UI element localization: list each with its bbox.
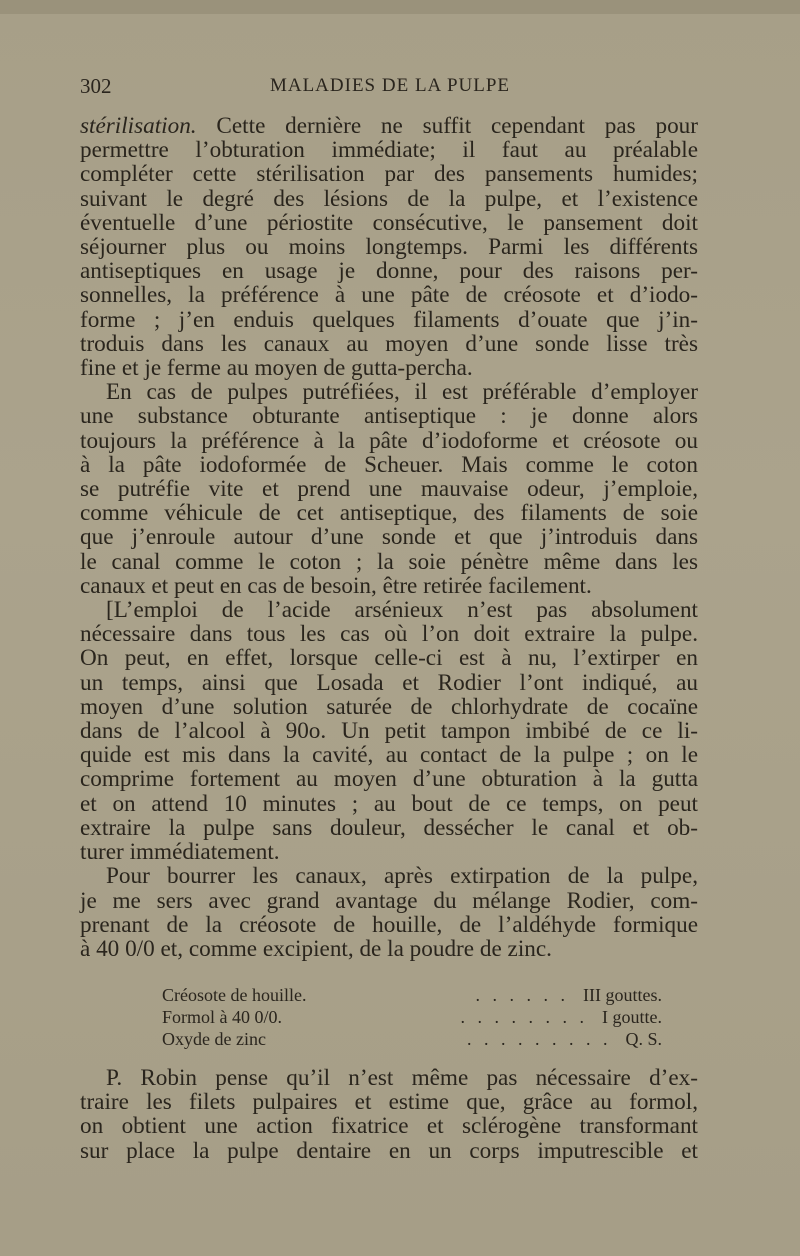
recipe-row — [162, 1006, 662, 1028]
text-line: on obtient une action fixatrice et sclérogène transformant — [80, 1113, 698, 1140]
recipe-ingredient: Oxyde de zinc — [162, 1029, 266, 1049]
text-line: séjourner plus ou moins longtemps. Parmi les différents — [80, 234, 698, 261]
text-line: je me sers avec grand avantage du mélange Rodier, com- — [80, 887, 698, 914]
recipe-quantity: III gouttes. — [583, 985, 662, 1005]
text-line: comprime fortement au moyen d’une obturation à la gutta — [80, 766, 698, 793]
text-line: P. Robin pense qu’il n’est même pas nécessaire d’ex- — [106, 1065, 698, 1091]
text-line: fine et je ferme au moyen de gutta-percha. — [80, 355, 473, 382]
text-line: stérilisation. Cette dernière ne suffit cependant pas pour — [80, 113, 698, 139]
recipe-table — [162, 984, 662, 1050]
text-line: extraire la pulpe sans douleur, dessécher le canal et ob- — [80, 814, 698, 841]
page-top-edge — [0, 0, 800, 14]
text-line: toujours la préférence à la pâte d’iodoforme et créosote ou — [80, 427, 698, 454]
text-line: et on attend 10 minutes ; au bout de ce temps, on peut — [80, 790, 698, 817]
recipe-quantity: I goutte. — [602, 1007, 662, 1027]
recipe-ingredient: Formol à 40 0/0. — [162, 1007, 282, 1027]
text-line: une substance obturante antiseptique : je donne alors — [80, 403, 698, 430]
page-number: 302 — [80, 74, 112, 98]
recipe-ingredient: Créosote de houille. — [162, 985, 307, 1005]
text-line: un temps, ainsi que Losada et Rodier l’ont indiqué, au — [80, 669, 698, 696]
recipe-row — [162, 1028, 662, 1050]
recipe-quantity: Q. S. — [625, 1029, 662, 1049]
text-line: à la pâte iodoformée de Scheuer. Mais comme le coton — [80, 451, 698, 478]
text-line: antiseptiques en usage je donne, pour des raisons per- — [80, 258, 698, 285]
text-line: se putréfie vite et prend une mauvaise odeur, j’emploie, — [80, 476, 698, 503]
text-line: canaux et peut en cas de besoin, être retirée facilement. — [80, 572, 592, 599]
text-line: traire les filets pulpaires et estime que, grâce au formol, — [80, 1089, 698, 1116]
text-line: [L’emploi de l’acide arsénieux n’est pas absolument — [106, 597, 698, 624]
text-line: moyen d’une solution saturée de chlorhydrate de cocaïne — [80, 693, 698, 720]
text-line: En cas de pulpes putréfiées, il est préférable d’employer — [106, 379, 698, 406]
italic-term: stérilisation. — [80, 113, 197, 139]
recipe-dots: . . . . . . . . . — [466, 1029, 612, 1049]
text-line: quide est mis dans la cavité, au contact de la pulpe ; on le — [80, 742, 698, 769]
text-line: que j’enroule autour d’une sonde et que j’introduis dans — [80, 524, 698, 551]
text-line: prenant de la créosote de houille, de l’aldéhyde formique — [80, 911, 698, 938]
closing-text — [80, 1066, 698, 1163]
text-line: forme ; j’en enduis quelques filaments d’ouate que j’in- — [80, 306, 698, 333]
recipe-dots: . . . . . . — [475, 985, 570, 1005]
text-line: sonnelles, la préférence à une pâte de créosote et d’iodo- — [80, 282, 698, 309]
text-line: compléter cette stérilisation par des pansements humides; — [80, 161, 698, 188]
body-text — [80, 114, 698, 961]
text-line: dans de l’alcool à 90o. Un petit tampon imbibé de ce li- — [80, 718, 698, 745]
running-title: MALADIES DE LA PULPE — [269, 75, 511, 96]
text-line: troduis dans les canaux au moyen d’une sonde lisse très — [80, 330, 698, 357]
text-line: éventuelle d’une périostite consécutive, le pansement doit — [80, 209, 698, 236]
text-line: comme véhicule de cet antiseptique, des filaments de soie — [80, 500, 698, 527]
text-line: turer immédiatement. — [80, 839, 280, 866]
running-header — [80, 74, 700, 104]
text-line: le canal comme le coton ; la soie pénètre même dans les — [80, 548, 698, 575]
text-line: suivant le degré des lésions de la pulpe, et l’existence — [80, 185, 698, 212]
text-line: sur place la pulpe dentaire en un corps imputrescible et — [80, 1137, 698, 1164]
recipe-dots: . . . . . . . . — [460, 1007, 588, 1027]
text-line: nécessaire dans tous les cas où l’on doit extraire la pulpe. — [80, 621, 698, 648]
text-line: à 40 0/0 et, comme excipient, de la poudre de zinc. — [80, 935, 552, 962]
text-line: permettre l’obturation immédiate; il faut au préalable — [80, 137, 698, 164]
recipe-row — [162, 984, 662, 1006]
text-line: Pour bourrer les canaux, après extirpation de la pulpe, — [106, 863, 698, 890]
text-line: On peut, en effet, lorsque celle-ci est à nu, l’extirper en — [80, 645, 698, 672]
